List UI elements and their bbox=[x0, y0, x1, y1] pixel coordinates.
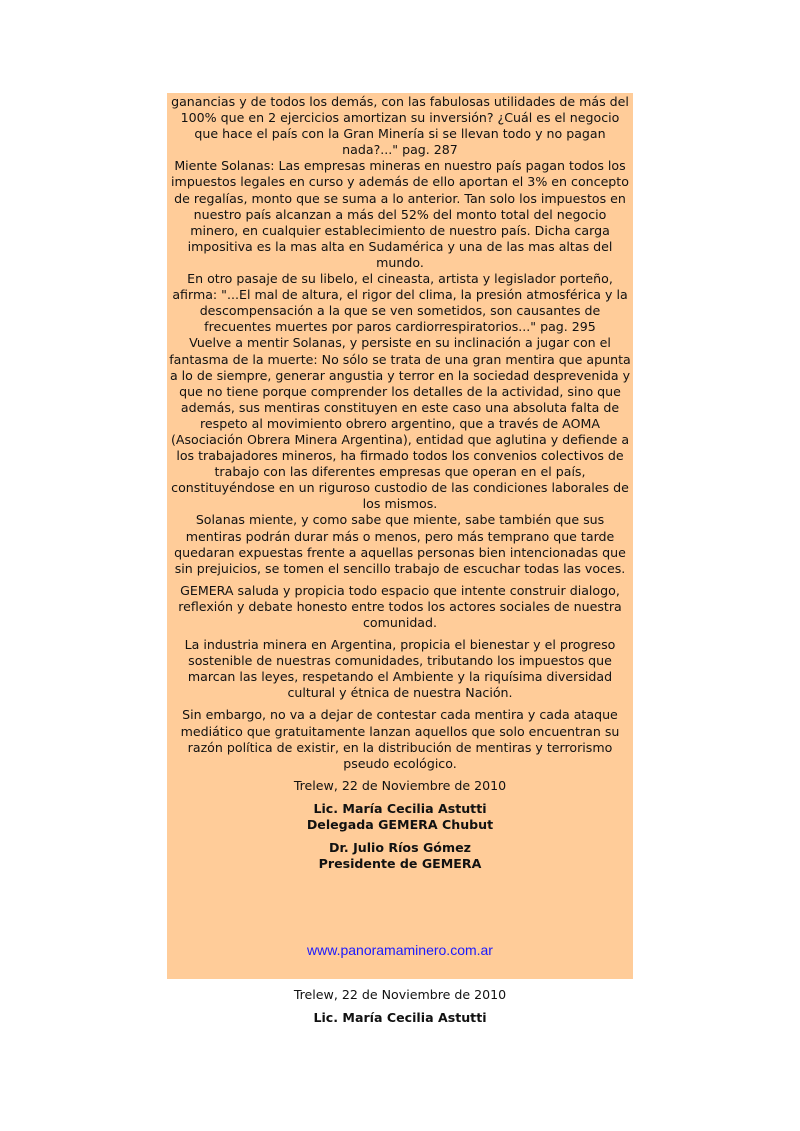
paragraph-8: Sin embargo, no va a dejar de contestar cada mentira y cada ataque mediático que gratuitamente lanzan aquellos que solo encuentran su razón política de existir, en la distribución de mentiras y terrorismo pseudo ecológico. bbox=[180, 707, 620, 771]
place-date: Trelew, 22 de Noviembre de 2010 bbox=[293, 777, 507, 793]
paragraph-3: En otro pasaje de su libelo, el cineasta, artista y legislador porteño, afirma: "...El mal de altura, el rigor del clima, la presión atmosférica y la descompensación a la que se ven sometidos, son causantes de frecuentes muertes por paros cardiorrespiratorios..." pag. 295 bbox=[172, 271, 628, 335]
signer2-role: Presidente de GEMERA bbox=[318, 856, 482, 872]
website-link[interactable]: www.panoramaminero.com.ar bbox=[307, 942, 493, 958]
footer-signer-name: Lic. María Cecilia Astutti bbox=[313, 1010, 487, 1025]
signature-block-1 bbox=[169, 801, 631, 833]
signer1-name: Lic. María Cecilia Astutti bbox=[313, 800, 487, 816]
footer-place-date: Trelew, 22 de Noviembre de 2010 bbox=[293, 987, 507, 1002]
paragraph-7: La industria minera en Argentina, propicia el bienestar y el progreso sostenible de nuestras comunidades, tributando los impuestos que marcan las leyes, respetando el Ambiente y la riquísima diversidad cultural y étnica de nuestra Nación. bbox=[184, 637, 616, 701]
paragraph-2: Miente Solanas: Las empresas mineras en nuestro país pagan todos los impuestos legales en curso y además de ello aportan el 3% en concepto de regalías, monto que se suma a lo anterior. Tan solo los impuestos en nuestro país alcanzan a más del 52% del monto total del negocio minero, en cualquier establecimiento de nuestro país. Dicha carga impositiva es la mas alta en Sudamérica y una de las mas altas del mundo. bbox=[171, 158, 629, 270]
paragraph-6: GEMERA saluda y propicia todo espacio que intente construir dialogo, reflexión y debate honesto entre todos los actores sociales de nuestra comunidad. bbox=[178, 582, 622, 630]
signer2-name: Dr. Julio Ríos Gómez bbox=[329, 840, 471, 856]
paragraph-1: ganancias y de todos los demás, con las fabulosas utilidades de más del 100% que en 2 ejercicios amortizan su inversión? ¿Cuál es el negocio que hace el país con la Gran Minería si se llevan todo y no pagan nada?..." pag. 287 bbox=[171, 94, 629, 158]
paragraph-4: Vuelve a mentir Solanas, y persiste en su inclinación a jugar con el fantasma de la muerte: No sólo se trata de una gran mentira que apunta a lo de siempre, generar angustia y terror en la sociedad desprevenida y que no tiene porque comprender los detalles de la actividad, sino que además, sus mentiras constituyen en este caso una absoluta falta de respeto al movimiento obrero argentino, que a través de AOMA (Asociación Obrera Minera Argentina), entidad que aglutina y defiende a los trabajadores mineros, ha firmado todos los convenios colectivos de trabajo con las diferentes empresas que operan en el país, constituyéndose en un riguroso custodio de las condiciones laborales de los mismos. bbox=[169, 335, 631, 512]
article-panel bbox=[167, 93, 633, 979]
signature-block-2 bbox=[169, 840, 631, 872]
signer1-role: Delegada GEMERA Chubut bbox=[306, 817, 494, 833]
paragraph-5: Solanas miente, y como sabe que miente, sabe también que sus mentiras podrán durar más o menos, pero más temprano que tarde quedaran expuestas frente a aquellas personas bien intencionadas que sin prejuicios, se tomen el sencillo trabajo de escuchar todas las voces. bbox=[174, 512, 626, 576]
